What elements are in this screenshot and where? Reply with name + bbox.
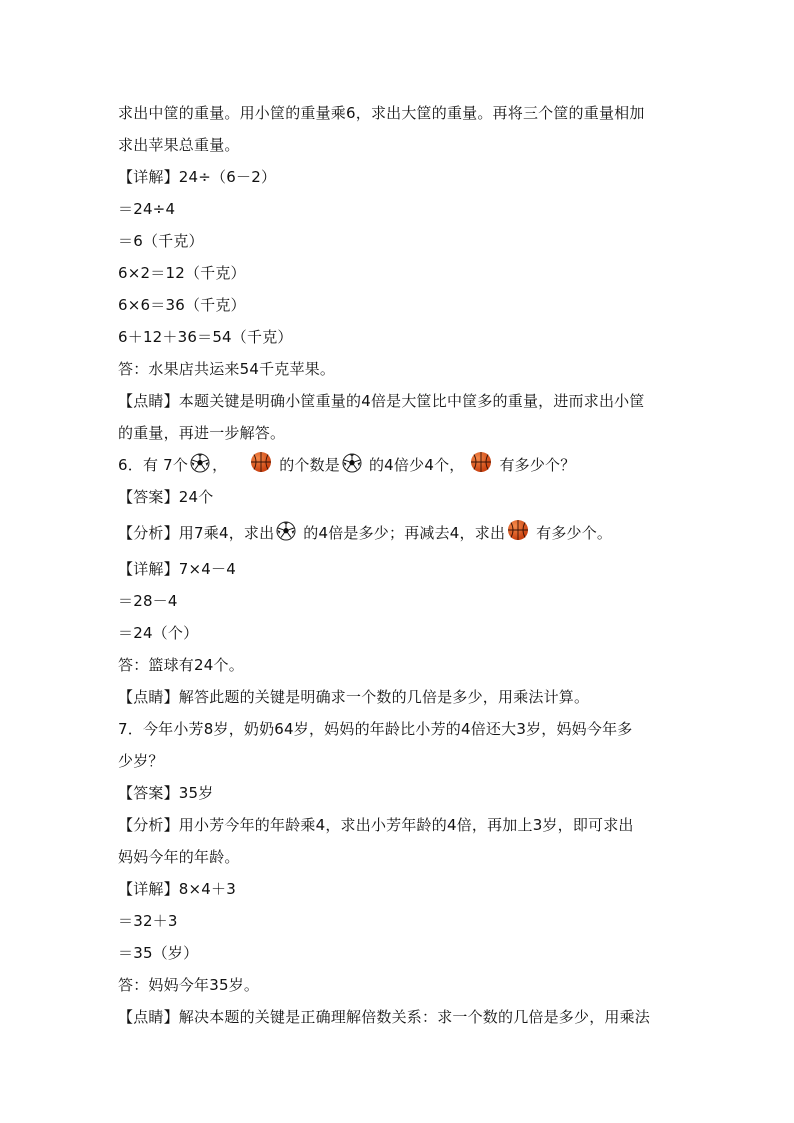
soccer-ball-icon <box>190 453 210 473</box>
text-line: ＝28－4 <box>118 592 178 610</box>
text-line: ＝6（千克） <box>118 232 204 250</box>
text-line: 【点睛】解决本题的关键是正确理解倍数关系：求一个数的几倍是多少，用乘法 <box>118 1008 651 1026</box>
question-6-text: 的个数是 <box>279 456 341 474</box>
text-line: ＝24÷4 <box>118 200 176 218</box>
text-line: 【详解】7×4－4 <box>118 560 236 578</box>
text-line: 求出苹果总重量。 <box>118 136 240 154</box>
text-line: ＝24（个） <box>118 624 199 642</box>
text-line: 【点睛】解答此题的关键是明确求一个数的几倍是多少，用乘法计算。 <box>118 688 590 706</box>
basketball-icon <box>470 451 492 473</box>
analysis-text: 有多少个。 <box>536 524 613 542</box>
text-line: 的重量，再进一步解答。 <box>118 424 286 442</box>
question-6 <box>118 449 684 481</box>
analysis-text: 【分析】用7乘4，求出 <box>118 524 275 542</box>
question-6-text: ， <box>212 456 228 474</box>
basketball-icon <box>507 519 529 541</box>
basketball-icon <box>250 451 272 473</box>
text-line: ＝35（岁） <box>118 944 199 962</box>
question-6-text: 的4倍少4个， <box>368 456 465 474</box>
analysis-text: 的4倍是多少；再减去4，求出 <box>303 524 506 542</box>
text-line: 6×2＝12（千克） <box>118 264 246 282</box>
answer-line: 【答案】24个 <box>118 488 214 506</box>
text-line: 答：篮球有24个。 <box>118 656 244 674</box>
text-line: 【详解】8×4＋3 <box>118 880 236 898</box>
analysis-line <box>118 513 684 553</box>
text-line: 7．今年小芳8岁，奶奶64岁，妈妈的年龄比小芳的4倍还大3岁，妈妈今年多 <box>118 720 633 738</box>
text-line: 【分析】用小芳今年的年龄乘4，求出小芳年龄的4倍，再加上3岁，即可求出 <box>118 816 634 834</box>
text-line: 答：妈妈今年35岁。 <box>118 976 260 994</box>
question-6-text: 6．有 7个 <box>118 456 189 474</box>
text-line: 少岁？ <box>118 752 164 770</box>
soccer-ball-icon <box>342 453 362 473</box>
text-line: ＝32＋3 <box>118 912 178 930</box>
text-line: 6＋12＋36＝54（千克） <box>118 328 293 346</box>
document-content <box>118 97 684 1033</box>
text-line: 【点睛】本题关键是明确小筐重量的4倍是大筐比中筐多的重量，进而求出小筐 <box>118 392 645 410</box>
soccer-ball-icon <box>276 521 296 541</box>
text-line: 妈妈今年的年龄。 <box>118 848 240 866</box>
text-line: 求出中筐的重量。用小筐的重量乘6，求出大筐的重量。再将三个筐的重量相加 <box>118 104 645 122</box>
text-line: 【答案】35岁 <box>118 784 214 802</box>
text-line: 答：水果店共运来54千克苹果。 <box>118 360 336 378</box>
text-line: 6×6＝36（千克） <box>118 296 246 314</box>
question-6-text: 有多少个？ <box>499 456 576 474</box>
text-line: 【详解】24÷（6－2） <box>118 168 277 186</box>
